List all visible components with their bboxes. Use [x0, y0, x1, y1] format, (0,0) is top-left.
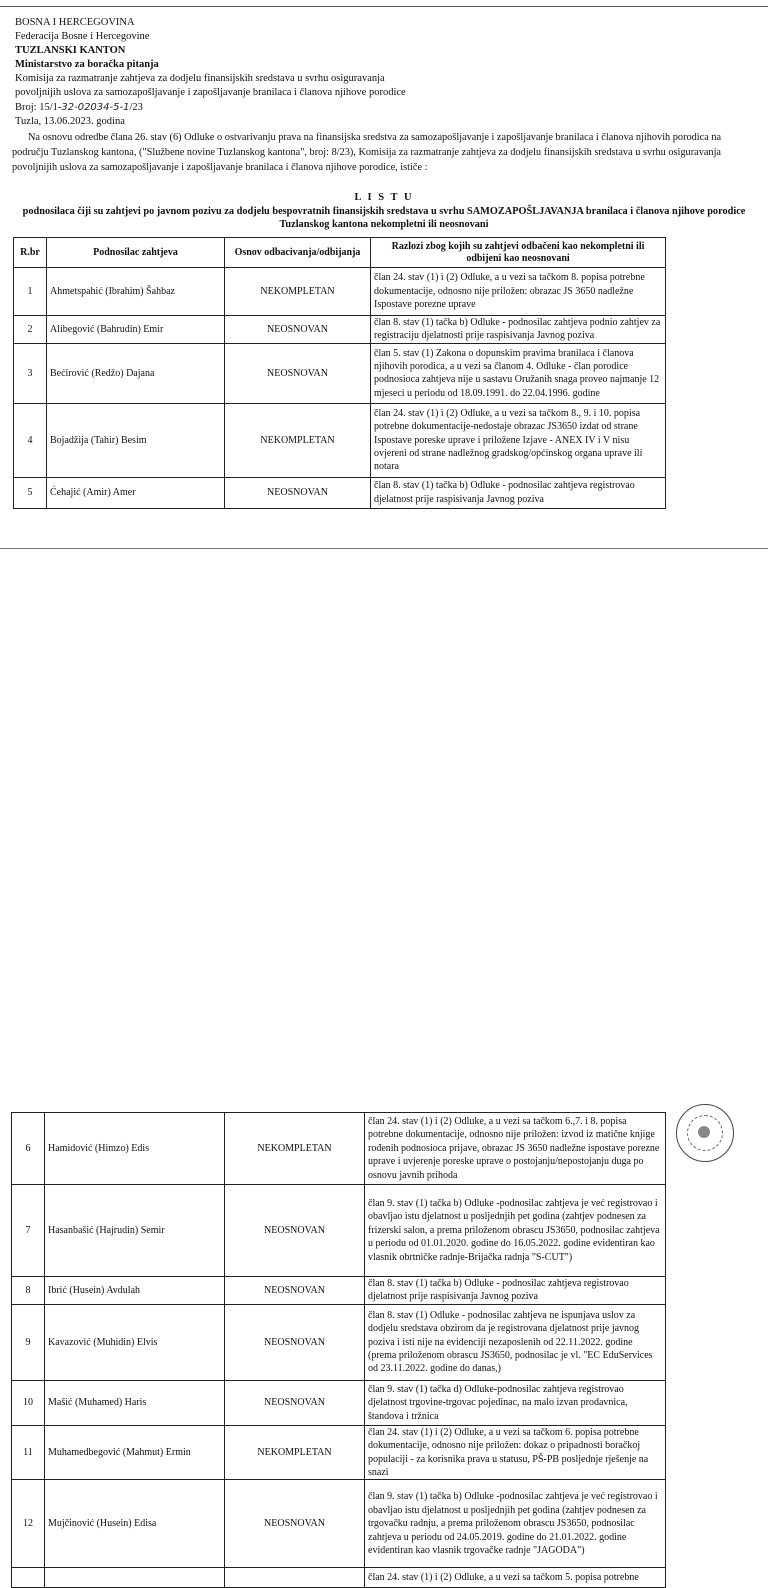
rejection-basis: NEOSNOVAN [225, 1185, 365, 1277]
table-row [12, 1425, 666, 1480]
rejection-basis: NEKOMPLETAN [225, 403, 371, 477]
applicant-name: Mujčinović (Husein) Edisa [45, 1480, 225, 1568]
applicant-name [45, 1568, 225, 1588]
rejection-reason: član 9. stav (1) tačka b) Odluke -podnosilac zahtjeva je već registrovao i obavljao istu djelatnost u posljednjih pet godina (zahtjev podnesen za frizerski salon, a prema priloženom obrascu JS3650, podnosilac zahtjeva u periodu od 01.01.2020. godine do 16.05.2022. godine evidentiran kao vlasnik obrtničke radnje-Brijačka radnja "S-CUT") [365, 1185, 666, 1277]
table-row [12, 1113, 666, 1185]
applicant-name: Bećirović (Redžo) Dajana [47, 343, 225, 403]
column-header-applicant: Podnosilac zahtjeva [47, 238, 225, 268]
rejection-basis: NEOSNOVAN [225, 1277, 365, 1305]
row-number: 8 [12, 1277, 45, 1305]
document-page-2 [0, 550, 768, 1584]
document-page-1 [0, 0, 768, 540]
document-header [15, 16, 406, 129]
rejection-reason: član 24. stav (1) i (2) Odluke, a u vezi sa tačkom 8., 9. i 10. popisa potrebne dokumentacije-nedostaje obrazac JS3650 izdat od strane Ispostave poreske uprave i priložene Izjave - ANEX IV i V nisu ovjereni od strane nadležnog gradskog/općinskog organa uprave ili notara [371, 403, 666, 477]
applicants-table-part-2 [11, 1112, 666, 1588]
list-title: L I S T U [354, 192, 414, 203]
rejection-basis: NEOSNOVAN [225, 1480, 365, 1568]
applicant-name: Muhamedbegović (Mahmut) Ermin [45, 1425, 225, 1480]
rejection-reason: član 24. stav (1) i (2) Odluke, a u vezi sa tačkom 6.,7. i 8. popisa potrebne dokumentacije, odnosno nije priložen: izvod iz matične knjige rođenih podnosioca prijave, obrazac JS 3650 nadležne ispostave porezne uprave i uvjerenje poreske uprave o postojanju/nepostojanju duga po osnovu javnih prihoda [365, 1113, 666, 1185]
rejection-reason: član 8. stav (1) tačka b) Odluke - podnosilac zahtjeva registrovao djelatnost prije raspisivanja Javnog poziva [365, 1277, 666, 1305]
table-row [12, 1380, 666, 1425]
column-header-reason: Razlozi zbog kojih su zahtjevi odbačeni kao nekompletni ili odbijeni kao neosnovani [371, 238, 666, 268]
applicants-table-part-1 [13, 237, 666, 509]
row-number: 7 [12, 1185, 45, 1277]
table-row [12, 1568, 666, 1588]
table-row [12, 1480, 666, 1568]
table-row [14, 403, 666, 477]
applicant-name: Bojadžija (Tahir) Besim [47, 403, 225, 477]
applicant-name: Alibegović (Bahrudin) Emir [47, 316, 225, 344]
rejection-reason: član 24. stav (1) i (2) Odluke, a u vezi sa tačkom 6. popisa potrebne dokumentacije, odnosno nije priložen: dokaz o pripadnosti boračkoj populaciji - za korisnika prava u statusu, PŠ-PB posljednje rješenje na snazi [365, 1425, 666, 1480]
rejection-reason: član 9. stav (1) tačka b) Odluke -podnosilac zahtjeva je već registrovao i obavljao istu djelatnost u posljednjih pet godina (zahtjev podnesen za trgovačku radnju, a prema priloženom obrascu JS3650, podnosilac zahtjeva u periodu od 24.05.2019. godine do 21.01.2022. godine evidentiran kao vlasnik trgovačke radnje "JAGODA") [365, 1480, 666, 1568]
rejection-basis: NEKOMPLETAN [225, 1425, 365, 1480]
table-row [12, 1277, 666, 1305]
rejection-basis: NEOSNOVAN [225, 316, 371, 344]
applicant-name: Hasanbašić (Hajrudin) Semir [45, 1185, 225, 1277]
row-number: 12 [12, 1480, 45, 1568]
rejection-basis: NEOSNOVAN [225, 1304, 365, 1380]
applicant-name: Ćehajić (Amir) Amer [47, 477, 225, 508]
applicant-name: Ahmetspahić (Ibrahim) Šahbaz [47, 268, 225, 316]
table-row [12, 1304, 666, 1380]
canton-name: TUZLANSKI KANTON [15, 45, 126, 57]
page-top-rule [0, 6, 768, 7]
federation-name: Federacija Bosne i Hercegovine [15, 31, 150, 43]
column-header-basis: Osnov odbacivanja/odbijanja [225, 238, 371, 268]
official-seal-icon [676, 1104, 734, 1162]
rejection-reason: član 9. stav (1) tačka d) Odluke-podnosilac zahtjeva registrovao djelatnost trgovine-trgovac pojedinac, na malo izvan prodavnica, štandova i tržnica [365, 1380, 666, 1425]
applicant-name: Kavazović (Muhidin) Elvis [45, 1304, 225, 1380]
country-name: BOSNA I HERCEGOVINA [15, 17, 135, 28]
row-number: 1 [14, 268, 47, 316]
rejection-basis: NEKOMPLETAN [225, 1113, 365, 1185]
row-number: 4 [14, 403, 47, 477]
commission-line-2: povoljnijih uslova za samozapošljavanje i zapošljavanje branilaca i članova njihove porodice [15, 87, 406, 99]
intro-paragraph: Na osnovu odredbe člana 26. stav (6) Odluke o ostvarivanju prava na finansijska sredstva za samozapošljavanje i zapošljavanje branilaca i članova njihovih porodica na području Tuzlanskog kantona, ("Službene novine Tuzlanskog kantona", broj: 8/23), Komisija za razmatranje zahtjeva za dodjelu finansijskih sredstava u svrhu osiguravanja povoljnijih uslova za samozapošljavanje i zapošljavanje branilaca i članova njihove porodice, ističe : [12, 132, 722, 173]
rejection-basis: NEOSNOVAN [225, 1380, 365, 1425]
rejection-basis: NEKOMPLETAN [225, 268, 371, 316]
document-date: Tuzla, 13.06.2023. godina [15, 115, 125, 127]
row-number: 6 [12, 1113, 45, 1185]
table-row [14, 343, 666, 403]
table-row [14, 268, 666, 316]
column-header-number: R.br [14, 238, 47, 268]
rejection-basis: NEOSNOVAN [225, 343, 371, 403]
rejection-reason: član 8. stav (1) tačka b) Odluke - podnosilac zahtjeva registrovao djelatnost prije raspisivanja Javnog poziva [371, 477, 666, 508]
rejection-reason: član 24. stav (1) i (2) Odluke, a u vezi sa tačkom 8. popisa potrebne dokumentacije, odnosno nije priložen: obrazac JS 3650 nadležne Ispostave porezne uprave [371, 268, 666, 316]
row-number: 2 [14, 316, 47, 344]
page-2-top-rule [0, 548, 768, 549]
rejection-reason: član 5. stav (1) Zakona o dopunskim pravima branilaca i članova njihovih porodica, a u vezi sa članom 4. Odluke - član porodice podnosioca zahtjeva nije u sastavu Oružanih snaga proveo najmanje 12 mjeseci u periodu od 18.09.1991. do 22.04.1996. godine [371, 343, 666, 403]
table-row [14, 477, 666, 508]
rejection-reason: član 8. stav (1) Odluke - podnosilac zahtjeva ne ispunjava uslov za dodjelu sredstava obzirom da je registrovana djelatnost prije javnog poziva i isti nije na evidenciji nezaposlenih od 22.11.2022. godine (prema priloženom obrascu JS3650, podnosilac je vl. "EC EduServices od 23.11.2022. godine do danas,) [365, 1304, 666, 1380]
row-number: 10 [12, 1380, 45, 1425]
table-row [12, 1185, 666, 1277]
rejection-basis: NEOSNOVAN [225, 477, 371, 508]
rejection-reason: član 8. stav (1) tačka b) Odluke - podnosilac zahtjeva podnio zahtjev za registraciju djelatnosti prije raspisivanja Javnog poziva [371, 316, 666, 344]
reference-number: Broj: 15/1-32-02034-5-1/23 [15, 101, 143, 113]
row-number: 9 [12, 1304, 45, 1380]
table-row [14, 316, 666, 344]
list-subtitle: podnosilaca čiji su zahtjevi po javnom pozivu za dodjelu bespovratnih finansijskih sredstava u svrhu SAMOZAPOŠLJAVANJA branilaca i članova njihove porodice Tuzlanskog kantona nekompletni ili neosnovani [22, 206, 746, 230]
applicant-name: Hamidović (Himzo) Edis [45, 1113, 225, 1185]
rejection-reason: član 24. stav (1) i (2) Odluke, a u vezi sa tačkom 5. popisa potrebne [365, 1568, 666, 1588]
row-number: 3 [14, 343, 47, 403]
commission-line-1: Komisija za razmatranje zahtjeva za dodjelu finansijskih sredstava u svrhu osiguravanja [15, 73, 385, 85]
row-number: 11 [12, 1425, 45, 1480]
ministry-name: Ministarstvo za boračka pitanja [15, 59, 159, 71]
applicant-name: Ibrić (Husein) Avdulah [45, 1277, 225, 1305]
handwritten-reference: 32-02034-5-1 [61, 101, 130, 113]
row-number: 5 [14, 477, 47, 508]
rejection-basis [225, 1568, 365, 1588]
applicant-name: Mašić (Muhamed) Haris [45, 1380, 225, 1425]
row-number [12, 1568, 45, 1588]
